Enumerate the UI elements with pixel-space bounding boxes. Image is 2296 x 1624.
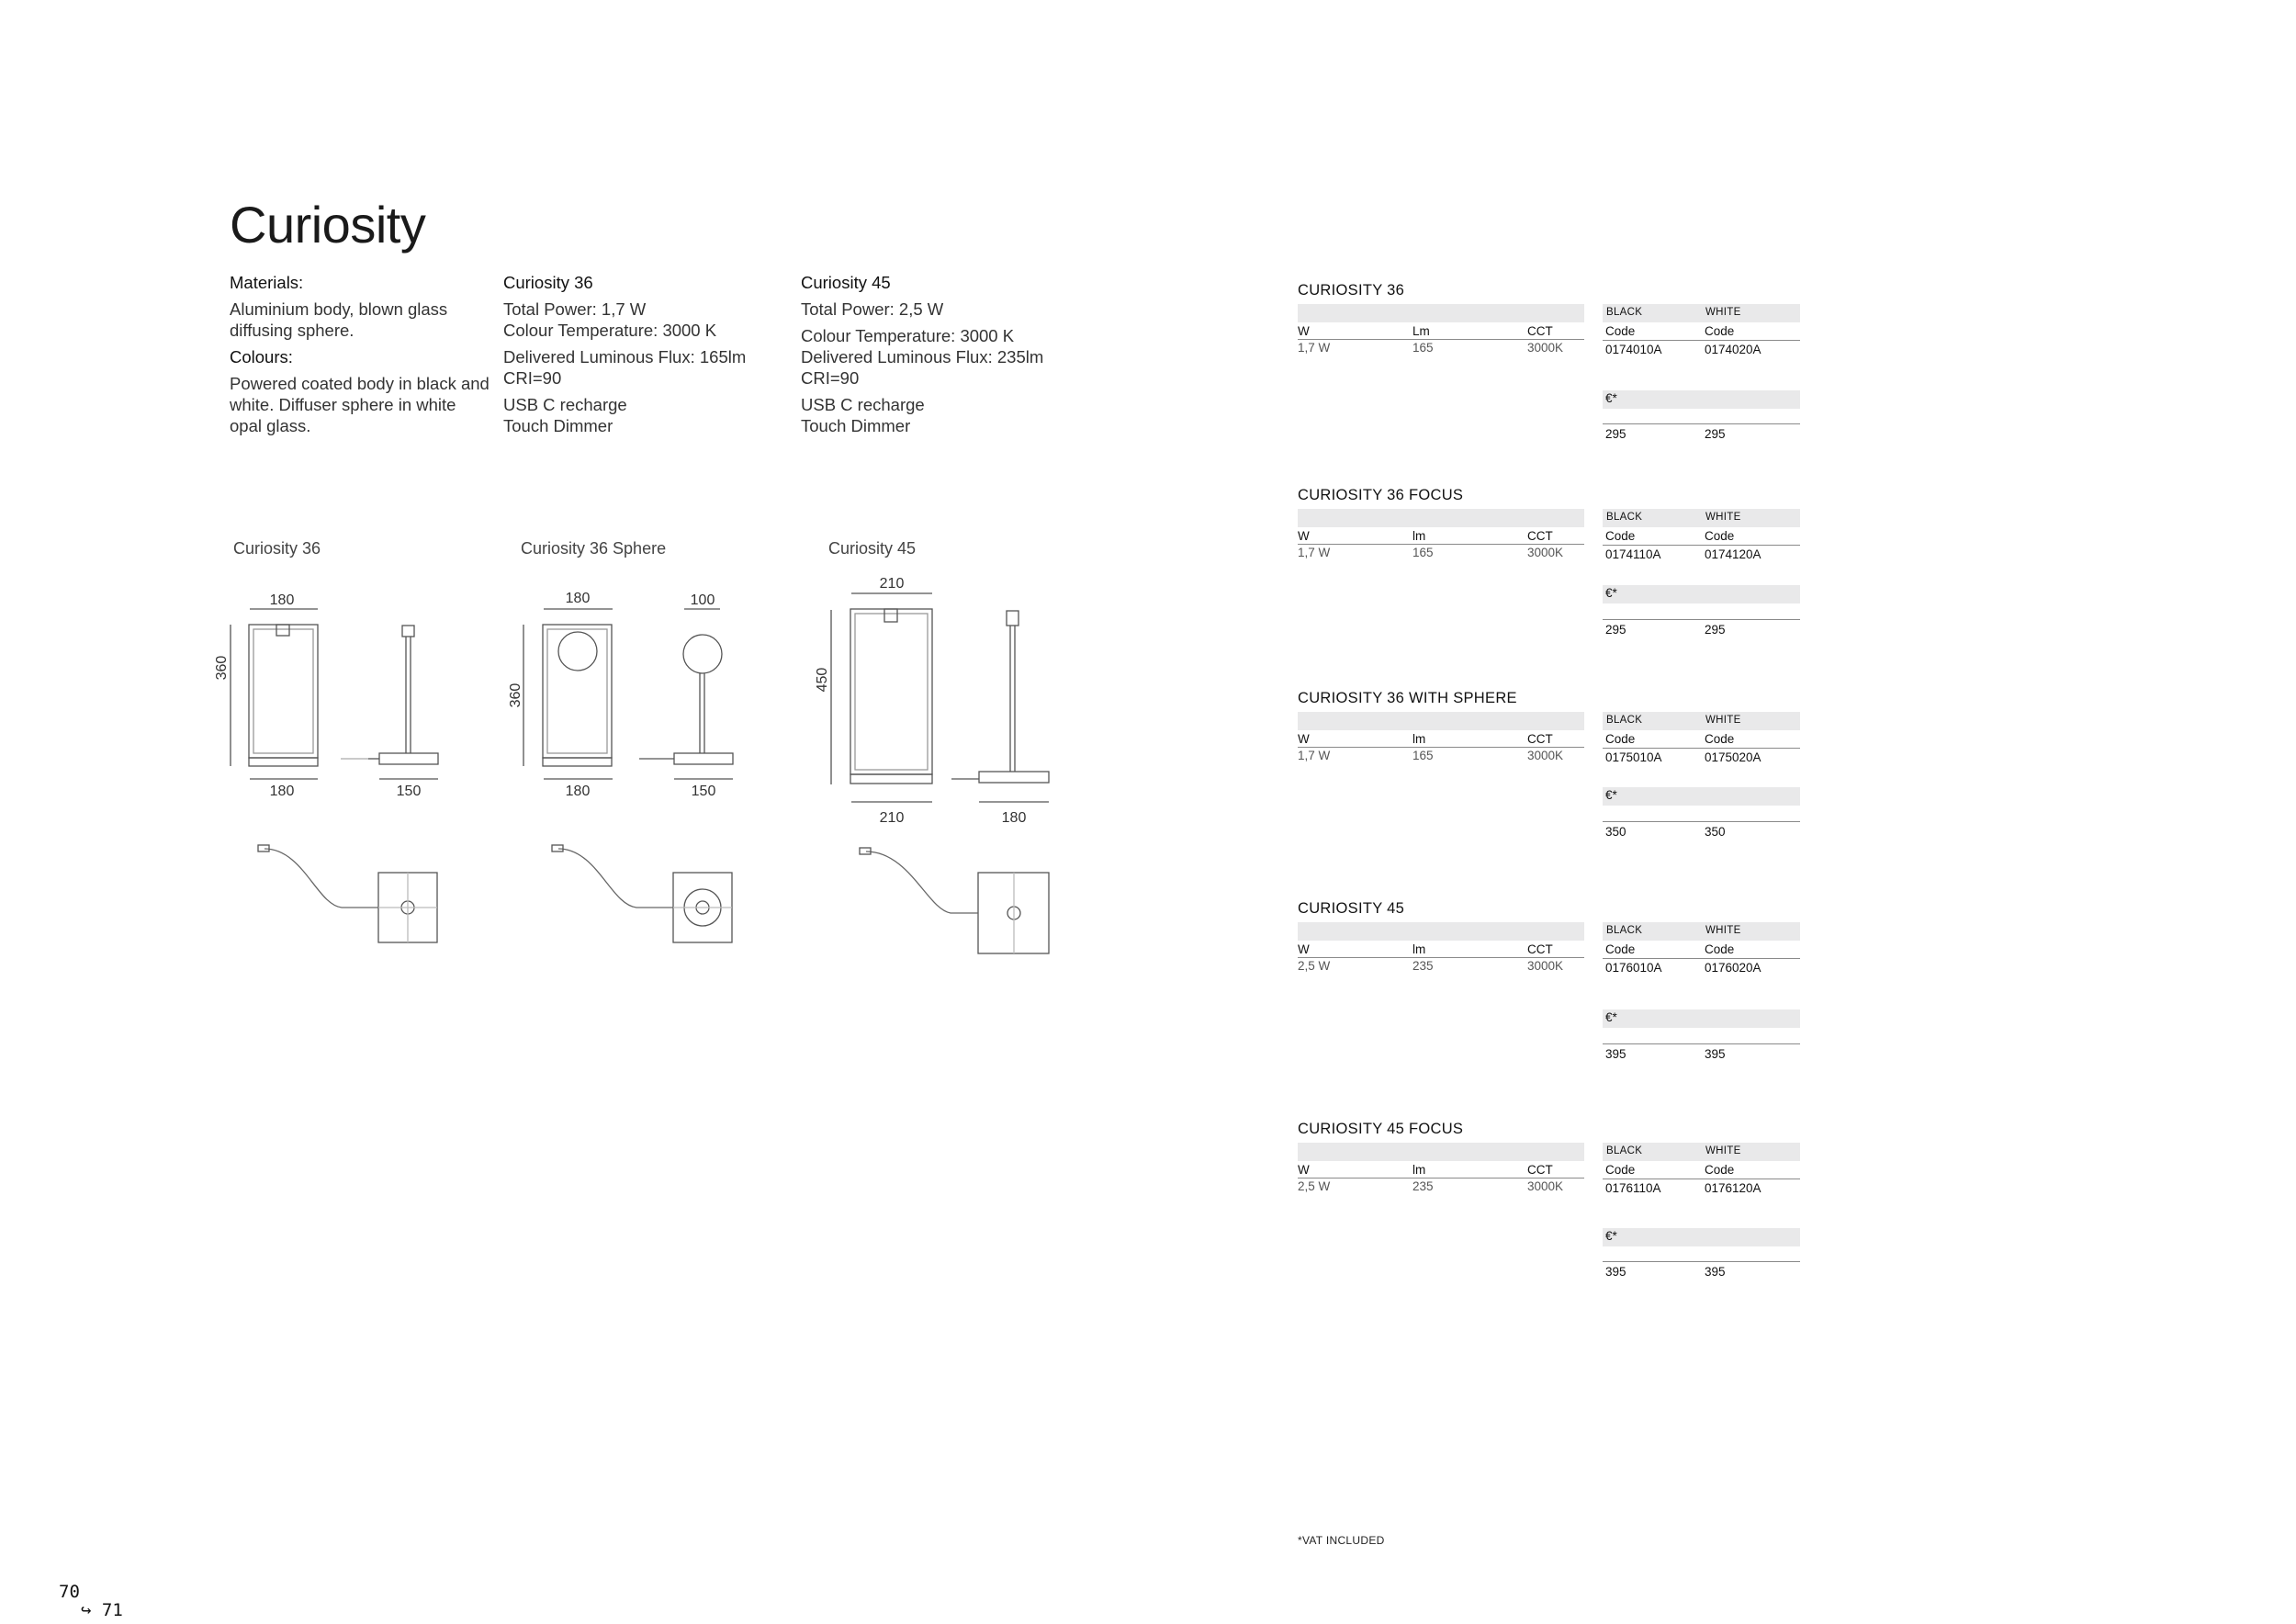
col-w: W: [1298, 1163, 1310, 1177]
dim-label: 180: [269, 592, 295, 608]
header-band: [1298, 304, 1584, 322]
col-cct: CCT: [1527, 1163, 1553, 1177]
label-white: WHITE: [1705, 925, 1741, 936]
divider: [1603, 619, 1800, 620]
value-w: 1,7 W: [1298, 546, 1331, 559]
col-w: W: [1298, 942, 1310, 956]
value-lm: 235: [1412, 959, 1434, 973]
col-lm: Lm: [1412, 324, 1430, 338]
price-band: [1603, 390, 1800, 409]
divider: [1603, 1043, 1800, 1044]
code-white: 0176120A: [1705, 1181, 1761, 1195]
col-w: W: [1298, 732, 1310, 746]
dim-label: 360: [508, 682, 523, 708]
label-white: WHITE: [1705, 1145, 1741, 1156]
value-w: 2,5 W: [1298, 1179, 1331, 1193]
code-white: 0174020A: [1705, 343, 1761, 356]
col-lm: lm: [1412, 1163, 1426, 1177]
col-cct: CCT: [1527, 324, 1553, 338]
code-label: Code: [1705, 529, 1735, 543]
curiosity-45-heading: Curiosity 45: [801, 273, 891, 292]
materials-line: diffusing sphere.: [230, 321, 355, 340]
code-label: Code: [1705, 324, 1735, 338]
price-black: 395: [1605, 1265, 1626, 1279]
dim-label: 150: [396, 784, 422, 799]
value-lm: 165: [1412, 341, 1434, 355]
code-black: 0174010A: [1605, 343, 1662, 356]
drawing-title-curiosity-36: Curiosity 36: [233, 539, 321, 558]
value-w: 1,7 W: [1298, 341, 1331, 355]
price-band: [1603, 1228, 1800, 1246]
label-black: BLACK: [1606, 307, 1643, 318]
vat-footnote: *VAT INCLUDED: [1298, 1534, 1385, 1547]
label-black: BLACK: [1606, 1145, 1643, 1156]
label-white: WHITE: [1705, 715, 1741, 726]
col-lm: lm: [1412, 942, 1426, 956]
curiosity-36-sphere-top-view: [552, 845, 732, 942]
product-name: CURIOSITY 36 WITH SPHERE: [1298, 690, 1517, 706]
value-cct: 3000K: [1527, 546, 1564, 559]
spec-line: Total Power: 2,5 W: [801, 299, 944, 319]
curiosity-36-heading: Curiosity 36: [503, 273, 593, 292]
col-cct: CCT: [1527, 529, 1553, 543]
spec-line: Touch Dimmer: [503, 416, 613, 435]
price-band: [1603, 787, 1800, 806]
header-band: [1298, 922, 1584, 941]
divider: [1603, 748, 1800, 749]
price-black: 295: [1605, 427, 1626, 441]
curiosity-36-sphere-side-view: [639, 609, 733, 779]
divider: [1603, 545, 1800, 546]
col-lm: lm: [1412, 529, 1426, 543]
curiosity-36-sphere-front-view: [523, 609, 613, 779]
price-white: 295: [1705, 427, 1726, 441]
code-label: Code: [1705, 942, 1735, 956]
dim-label: 180: [565, 784, 591, 799]
dim-label: 210: [879, 810, 905, 826]
spec-line: Delivered Luminous Flux: 165lm: [503, 347, 747, 367]
spec-line: Total Power: 1,7 W: [503, 299, 647, 319]
col-cct: CCT: [1527, 942, 1553, 956]
curiosity-45-side-view: [951, 611, 1049, 802]
label-black: BLACK: [1606, 512, 1643, 523]
header-band: [1298, 1143, 1584, 1161]
value-cct: 3000K: [1527, 341, 1564, 355]
divider: [1298, 1178, 1584, 1179]
code-label: Code: [1705, 732, 1735, 746]
price-black: 295: [1605, 623, 1626, 637]
curiosity-45-front-view: [831, 593, 932, 802]
value-w: 1,7 W: [1298, 749, 1331, 762]
currency-label: €*: [1605, 788, 1617, 802]
code-label: Code: [1605, 942, 1636, 956]
product-name: CURIOSITY 36 FOCUS: [1298, 487, 1464, 503]
code-black: 0175010A: [1605, 750, 1662, 764]
dim-label: 450: [815, 667, 830, 693]
currency-label: €*: [1605, 1229, 1617, 1243]
spec-line: USB C recharge: [801, 395, 925, 414]
value-lm: 165: [1412, 749, 1434, 762]
curiosity-36-side-view: [341, 626, 438, 779]
divider: [1603, 340, 1800, 341]
next-page-link[interactable]: ↪ 71: [81, 1600, 123, 1620]
spec-line: Colour Temperature: 3000 K: [503, 321, 717, 340]
code-label: Code: [1605, 1163, 1636, 1177]
header-band: [1298, 509, 1584, 527]
product-name: CURIOSITY 36: [1298, 282, 1405, 299]
price-white: 295: [1705, 623, 1726, 637]
price-white: 395: [1705, 1047, 1726, 1061]
col-w: W: [1298, 529, 1310, 543]
product-table-curiosity-36: [1298, 282, 1812, 466]
dim-label: 210: [879, 576, 905, 592]
page-number: 70: [59, 1582, 80, 1602]
dim-label: 180: [1001, 810, 1027, 826]
label-white: WHITE: [1705, 512, 1741, 523]
label-white: WHITE: [1705, 307, 1741, 318]
product-table-curiosity-45: [1298, 900, 1812, 1084]
currency-label: €*: [1605, 1010, 1617, 1024]
product-name: CURIOSITY 45 FOCUS: [1298, 1121, 1464, 1137]
curiosity-36-front-view: [231, 609, 318, 779]
code-white: 0174120A: [1705, 547, 1761, 561]
currency-label: €*: [1605, 586, 1617, 600]
divider: [1603, 423, 1800, 424]
price-white: 350: [1705, 825, 1726, 839]
colours-line: Powered coated body in black and: [230, 374, 490, 393]
dim-label: 180: [565, 591, 591, 606]
value-lm: 235: [1412, 1179, 1434, 1193]
code-label: Code: [1605, 324, 1636, 338]
divider: [1603, 821, 1800, 822]
spec-line: Delivered Luminous Flux: 235lm: [801, 347, 1044, 367]
value-cct: 3000K: [1527, 959, 1564, 973]
divider: [1298, 747, 1584, 748]
code-label: Code: [1705, 1163, 1735, 1177]
code-black: 0174110A: [1605, 547, 1661, 561]
col-w: W: [1298, 324, 1310, 338]
price-black: 395: [1605, 1047, 1626, 1061]
product-table-curiosity-45-focus: [1298, 1121, 1812, 1304]
divider: [1298, 957, 1584, 958]
spec-line: Touch Dimmer: [801, 416, 911, 435]
code-black: 0176010A: [1605, 961, 1662, 975]
drawing-title-curiosity-36-sphere: Curiosity 36 Sphere: [521, 539, 667, 558]
colours-line: white. Diffuser sphere in white: [230, 395, 456, 414]
colours-line: opal glass.: [230, 416, 311, 435]
col-lm: lm: [1412, 732, 1426, 746]
curiosity-45-top-view: [860, 848, 1049, 953]
value-cct: 3000K: [1527, 749, 1564, 762]
dim-label: 100: [690, 592, 715, 608]
code-white: 0176020A: [1705, 961, 1761, 975]
divider: [1298, 339, 1584, 340]
spec-line: CRI=90: [503, 368, 562, 388]
materials-line: Aluminium body, blown glass: [230, 299, 448, 319]
drawing-title-curiosity-45: Curiosity 45: [828, 539, 917, 558]
value-w: 2,5 W: [1298, 959, 1331, 973]
label-black: BLACK: [1606, 715, 1643, 726]
value-lm: 165: [1412, 546, 1434, 559]
col-cct: CCT: [1527, 732, 1553, 746]
curiosity-36-top-view: [258, 845, 437, 942]
colours-heading: Colours:: [230, 347, 293, 367]
price-black: 350: [1605, 825, 1626, 839]
dim-label: 150: [691, 784, 716, 799]
label-black: BLACK: [1606, 925, 1643, 936]
divider: [1603, 958, 1800, 959]
spec-line: CRI=90: [801, 368, 860, 388]
product-table-curiosity-36-focus: [1298, 487, 1812, 671]
price-white: 395: [1705, 1265, 1726, 1279]
divider: [1603, 1261, 1800, 1262]
code-label: Code: [1605, 732, 1636, 746]
materials-heading: Materials:: [230, 273, 304, 292]
dim-label: 360: [214, 655, 230, 681]
spec-line: USB C recharge: [503, 395, 627, 414]
product-name: CURIOSITY 45: [1298, 900, 1405, 917]
value-cct: 3000K: [1527, 1179, 1564, 1193]
currency-label: €*: [1605, 391, 1617, 405]
spec-line: Colour Temperature: 3000 K: [801, 326, 1015, 345]
divider: [1298, 544, 1584, 545]
product-table-curiosity-36-with-sphere: [1298, 690, 1812, 874]
code-label: Code: [1605, 529, 1636, 543]
page-title: Curiosity: [230, 196, 426, 254]
header-band: [1298, 712, 1584, 730]
price-band: [1603, 1009, 1800, 1028]
code-white: 0175020A: [1705, 750, 1761, 764]
price-band: [1603, 585, 1800, 603]
dim-label: 180: [269, 784, 295, 799]
code-black: 0176110A: [1605, 1181, 1661, 1195]
